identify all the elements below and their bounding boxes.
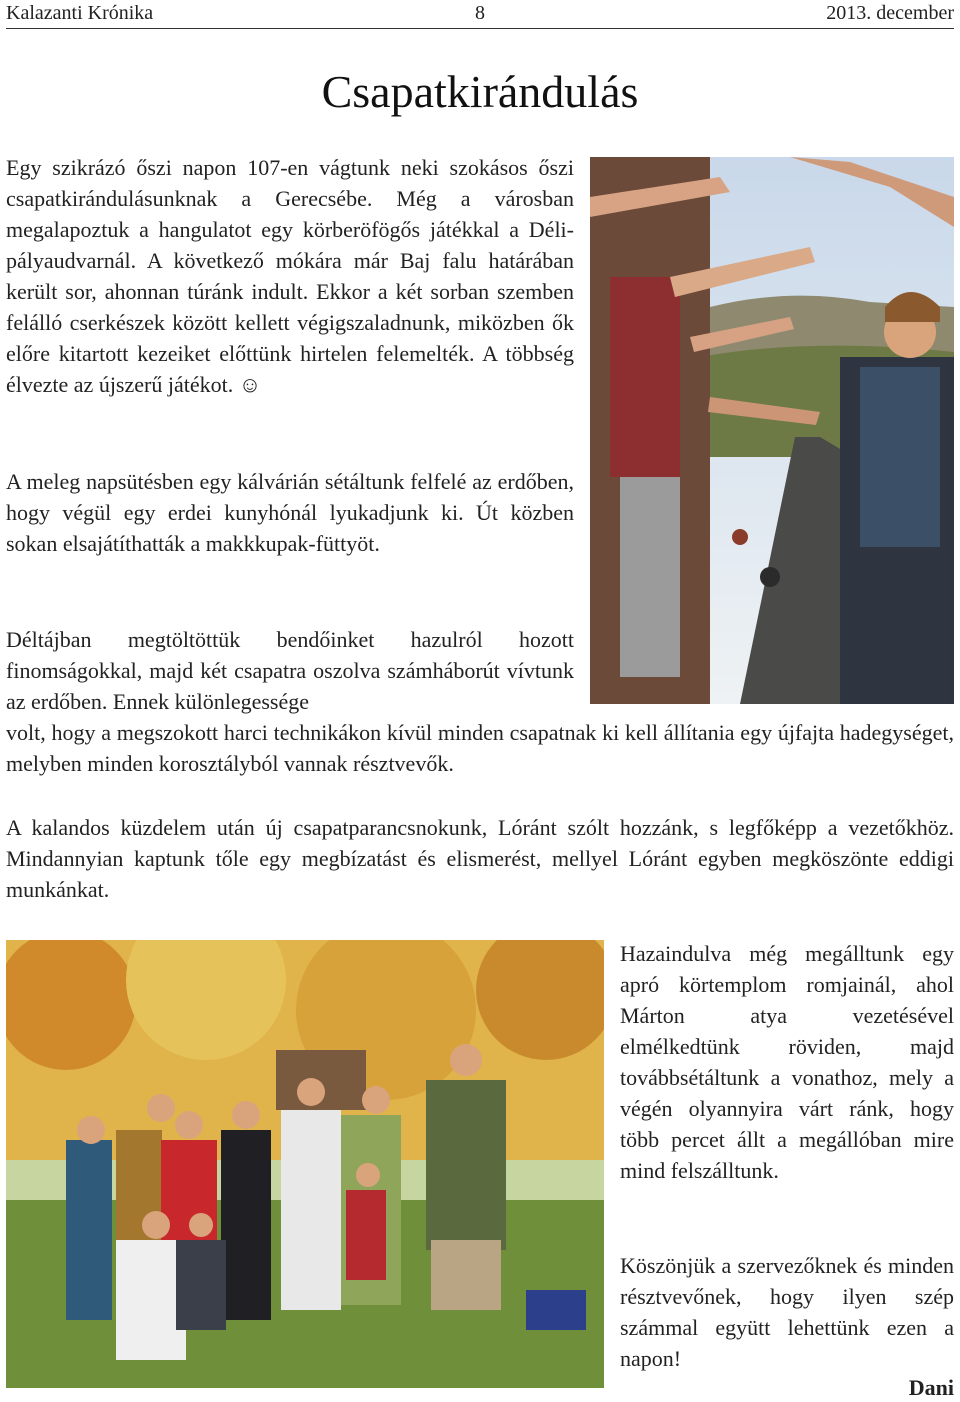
issue-date: 2013. december bbox=[826, 2, 954, 24]
paragraph-2: A meleg napsütésben egy kálvárián sétáltunk felfelé az erdőben, hogy végül egy erdei kunyhónál lyukadjunk ki. Út közben sokan elsajátíthatták a makkkupak-füttyöt. bbox=[6, 469, 574, 556]
publication-name: Kalazanti Krónika bbox=[6, 2, 154, 24]
paragraph-1: Egy szikrázó őszi napon 107-en vágtunk neki szokásos őszi csapatkirándulásunknak a Gerecsébe. Még a városban megalapoztuk a hangulatot egy körberöfögős játékkal a Déli-pályaudvarnál. A következő mókára már Baj falu határában került sor, ahonnan túránk indult. Ekkor a két sorban szemben felálló cserkészek között kellett végigszaladnunk, miközben ők előre kitartott kezeiket előttünk hirtelen felemelték. A többség élvezte az újszerű játékot. ☺ bbox=[6, 155, 574, 397]
author-signature: Dani bbox=[908, 1375, 954, 1400]
paragraph-6: Hazaindulva még megálltunk egy apró körtemplom romjainál, ahol Márton atya vezetésével elmélkedtünk röviden, majd továbbsétáltunk a vonathoz, mely a végén olyannyira várt ránk, hogy több percet állt a megállóban mire mind felszálltunk. bbox=[620, 941, 954, 1183]
group-photo bbox=[6, 940, 604, 1388]
paragraph-5: A kalandos küzdelem után új csapatparancsnokunk, Lóránt szólt hozzánk, s legfőképp a vezetőkhöz. Mindannyian kaptunk tőle egy megbízatást és elismerést, mellyel Lóránt egyben megköszönte eddigi munkánkat. bbox=[6, 815, 954, 902]
paragraph-4: volt, hogy a megszokott harci technikákon kívül minden csapatnak ki kell állítania egy újfajta hadegységet, melyben minden korosztályból vannak résztvevők. bbox=[6, 720, 954, 776]
paragraph-3: Déltájban megtöltöttük bendőinket hazulról hozott finomságokkal, majd két csapatra oszolva számháborút vívtunk az erdőben. Ennek különlegessége bbox=[6, 627, 574, 714]
article-title: Csapatkirándulás bbox=[321, 66, 639, 117]
page-number: 8 bbox=[475, 2, 485, 24]
scout-game-photo bbox=[590, 157, 954, 704]
page-header bbox=[6, 0, 954, 29]
paragraph-7: Köszönjük a szervezőknek és minden résztvevőnek, hogy ilyen szép számmal együtt lehettünk ezen a napon! bbox=[620, 1253, 954, 1371]
